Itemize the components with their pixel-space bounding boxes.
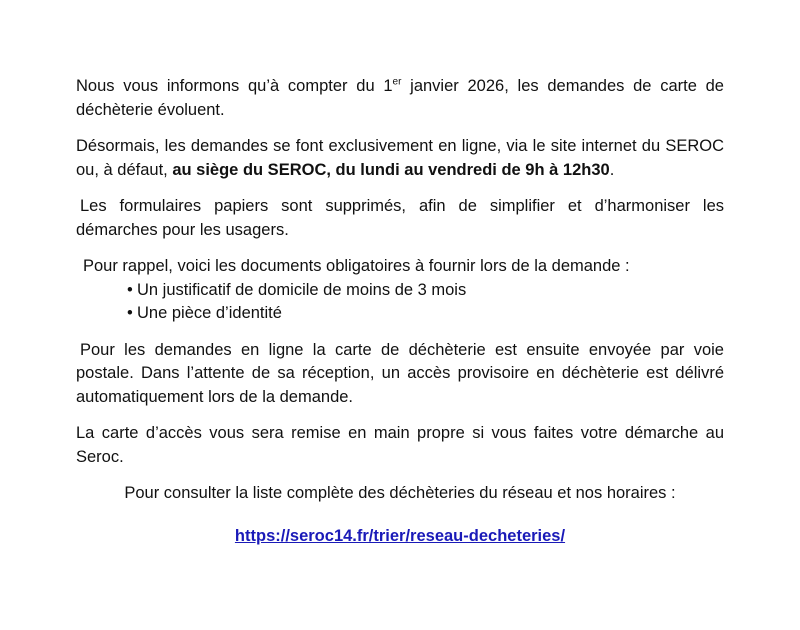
paragraph-postal-delivery: Pour les demandes en ligne la carte de déchèterie est ensuite envoyée par voie postale. Dans l’attente de sa réception, un accès provisoire en déchèterie est délivré automatiquement lors de la demande. (76, 340, 724, 406)
ordinal-superscript: er (392, 76, 402, 88)
paragraph-in-person: La carte d’accès vous sera remise en main propre si vous faites votre démarche au Seroc. (76, 424, 724, 466)
paragraph-required-documents: Pour rappel, voici les documents obligatoires à fournir lors de la demande : (83, 257, 630, 275)
required-documents-list (76, 279, 724, 326)
list-item-text: Un justificatif de domicile de moins de 3 mois (137, 280, 467, 299)
intro-text-start: Nous vous informons qu’à compter du 1 (76, 77, 393, 95)
paragraph-online-requests (76, 135, 724, 182)
decheteries-link[interactable]: https://seroc14.fr/trier/reseau-decheteries/ (234, 526, 566, 545)
office-hours-bold: au siège du SEROC, du lundi au vendredi de 9h à 12h30 (172, 160, 610, 179)
document-body (76, 75, 724, 548)
link-line (76, 525, 724, 549)
paragraph-consult-list: Pour consulter la liste complète des déchèteries du réseau et nos horaires : (124, 484, 676, 502)
list-item (127, 302, 724, 326)
intro-text-end: janvier 2026, les demandes de carte de déchèterie évoluent. (76, 77, 724, 119)
list-item-text: Une pièce d’identité (137, 304, 282, 322)
bullet-icon: • (127, 304, 133, 322)
online-requests-text: Désormais, les demandes se font exclusivement en ligne, via le site internet du SEROC ou, à défaut, (76, 137, 724, 179)
paragraph-intro (76, 75, 724, 122)
online-requests-end: . (609, 160, 615, 179)
bullet-icon: • (127, 280, 133, 299)
paragraph-paper-forms: Les formulaires papiers sont supprimés, afin de simplifier et d’harmoniser les démarches pour les usagers. (76, 197, 724, 239)
list-item (127, 279, 724, 303)
